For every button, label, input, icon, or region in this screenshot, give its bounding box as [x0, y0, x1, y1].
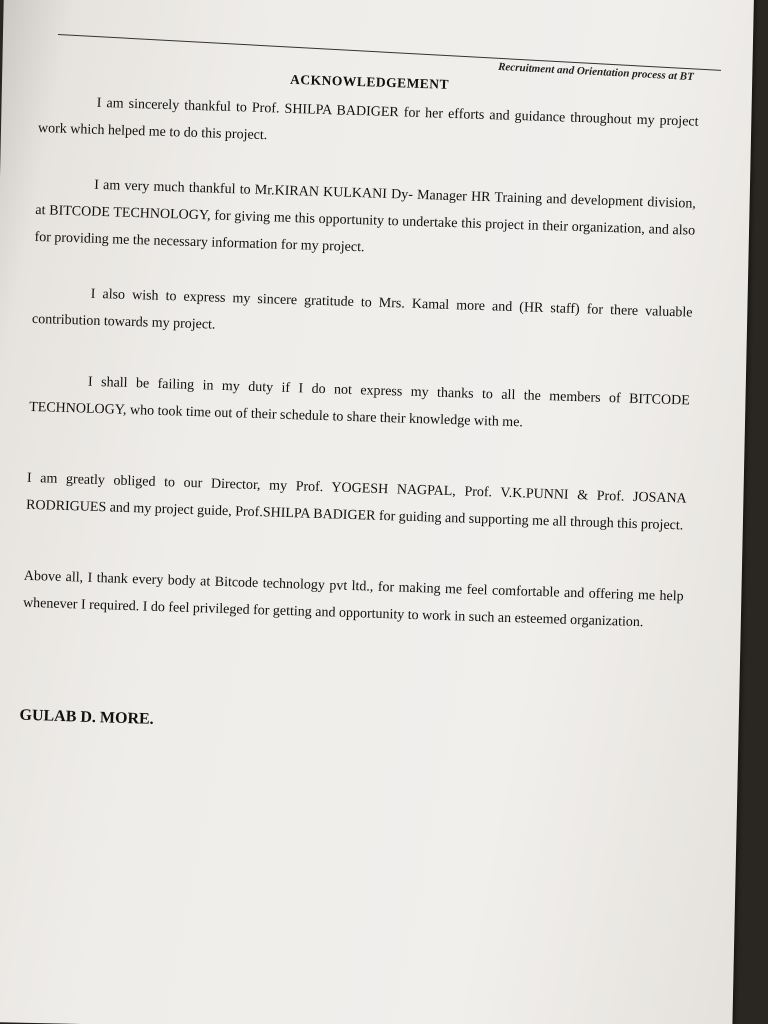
paragraph-5: I am greatly obliged to our Director, my Prof. YOGESH NAGPAL, Prof. V.K.PUNNI & Prof. JOSANA RODRIGUES and my project guide, Prof.SHILPA BADIGER for guiding and supporting me all through this project. [25, 470, 687, 534]
document-body [19, 64, 699, 745]
paragraph-3: I also wish to express my sincere gratitude to Mrs. Kamal more and (HR staff) for there valuable contribution towards my project. [31, 286, 693, 333]
paragraph-1: I am sincerely thankful to Prof. SHILPA BADIGER for her efforts and guidance throughout my project work which helped me to do this project. [37, 95, 699, 144]
paragraph-6: Above all, I thank every body at Bitcode technology pvt ltd., for making me feel comfortable and offering me help whenever I required. I do feel privileged for getting and opportunity to work in such an esteemed organization. [22, 568, 684, 631]
page-heading: ACKNOWLEDGEMENT [289, 71, 450, 92]
paragraph-4: I shall be failing in my duty if I do not express my thanks to all the members of BITCODE TECHNOLOGY, who took time out of their schedule to share their knowledge with me. [28, 374, 690, 431]
running-head: Recruitment and Orientation process at BT [497, 60, 695, 84]
paragraph-2: I am very much thankful to Mr.KIRAN KULKANI Dy- Manager HR Training and development division, at BITCODE TECHNOLOGY, for giving me this opportunity to undertake this project in their organization, and also for providing me the necessary information for my project. [34, 177, 697, 256]
signature-name: GULAB D. MORE. [19, 706, 154, 728]
